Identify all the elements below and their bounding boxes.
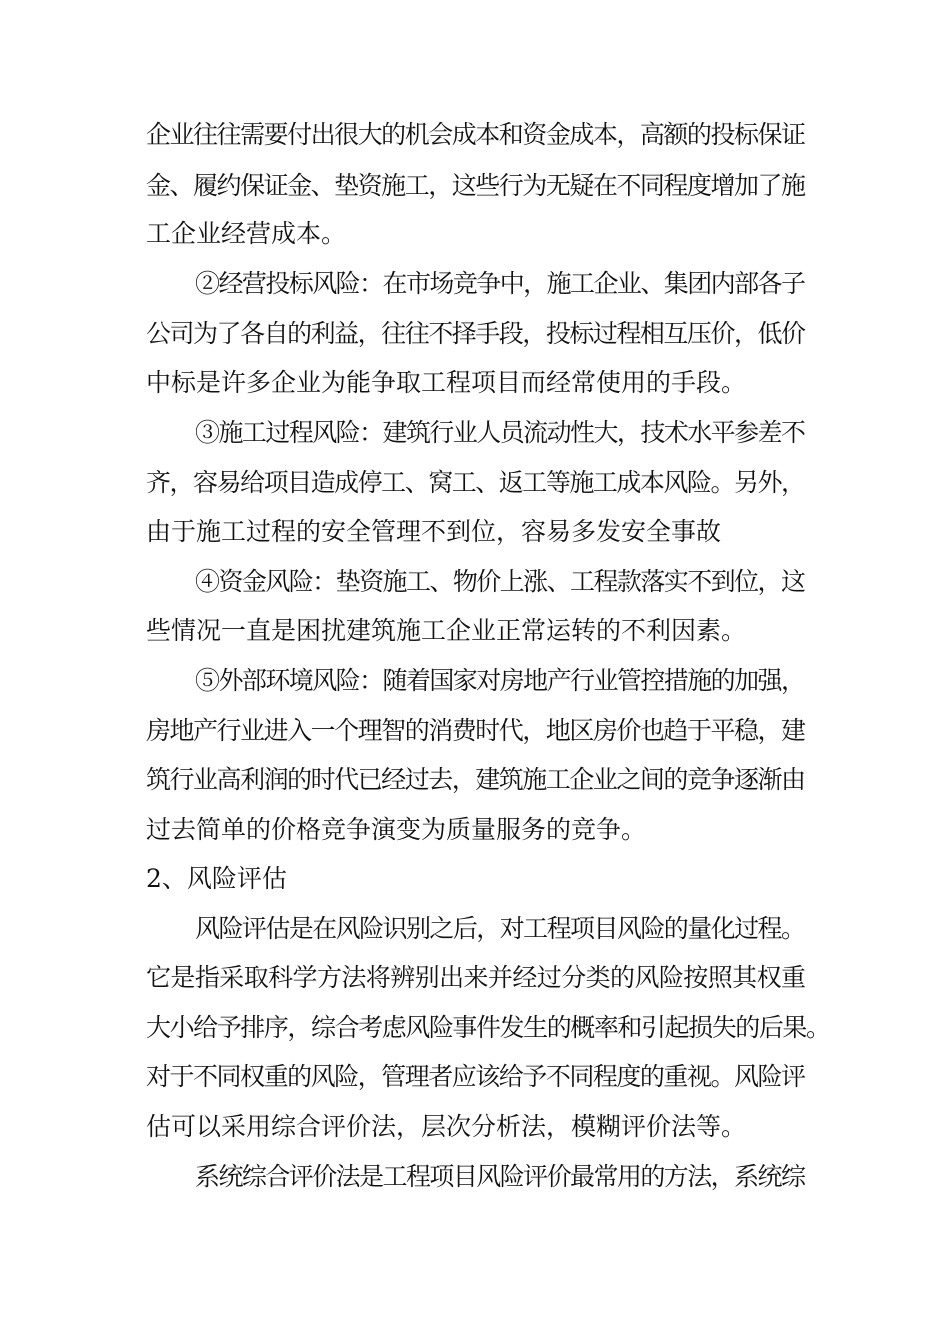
text-line: 金、履约保证金、垫资施工，这些行为无疑在不同程度增加了施 — [146, 171, 805, 200]
section-heading: 2、风险评估 — [146, 864, 287, 893]
text-line: 过去简单的价格竞争演变为质量服务的竞争。 — [146, 815, 647, 844]
text-line: 大小给予排序，综合考虑风险事件发生的概率和引起损失的后果。 — [146, 1013, 830, 1042]
text-line: 工企业经营成本。 — [146, 219, 347, 248]
text-line: 对于不同权重的风险，管理者应该给予不同程度的重视。风险评 — [146, 1062, 805, 1091]
text-line: 中标是许多企业为能争取工程项目而经常使用的手段。 — [146, 368, 747, 397]
text-line: ⑤外部环境风险：随着国家对房地产行业管控措施的加强， — [195, 666, 805, 695]
text-line: ②经营投标风险：在市场竞争中，施工企业、集团内部各子 — [195, 269, 805, 298]
text-line: 风险评估是在风险识别之后，对工程项目风险的量化过程。 — [195, 914, 805, 943]
text-line: 些情况一直是困扰建筑施工企业正常运转的不利因素。 — [146, 616, 747, 645]
text-line: 估可以采用综合评价法，层次分析法，模糊评价法等。 — [146, 1112, 747, 1141]
text-line: 由于施工过程的安全管理不到位，容易多发安全事故 — [146, 517, 722, 546]
text-line: 它是指采取科学方法将辨别出来并经过分类的风险按照其权重 — [146, 963, 806, 992]
text-line: 公司为了各自的利益，往往不择手段，投标过程相互压价，低价 — [146, 319, 805, 348]
text-line: 齐，容易给项目造成停工、窝工、返工等施工成本风险。另外， — [146, 468, 805, 497]
text-line: 系统综合评价法是工程项目风险评价最常用的方法，系统综 — [195, 1162, 805, 1191]
text-line: 企业往往需要付出很大的机会成本和资金成本，高额的投标保证 — [146, 120, 805, 149]
text-line: ③施工过程风险：建筑行业人员流动性大，技术水平参差不 — [195, 418, 805, 447]
text-line: ④资金风险：垫资施工、物价上涨、工程款落实不到位，这 — [195, 567, 805, 596]
text-line: 房地产行业进入一个理智的消费时代，地区房价也趋于平稳，建 — [146, 716, 805, 745]
text-line: 筑行业高利润的时代已经过去，建筑施工企业之间的竞争逐渐由 — [146, 765, 805, 794]
